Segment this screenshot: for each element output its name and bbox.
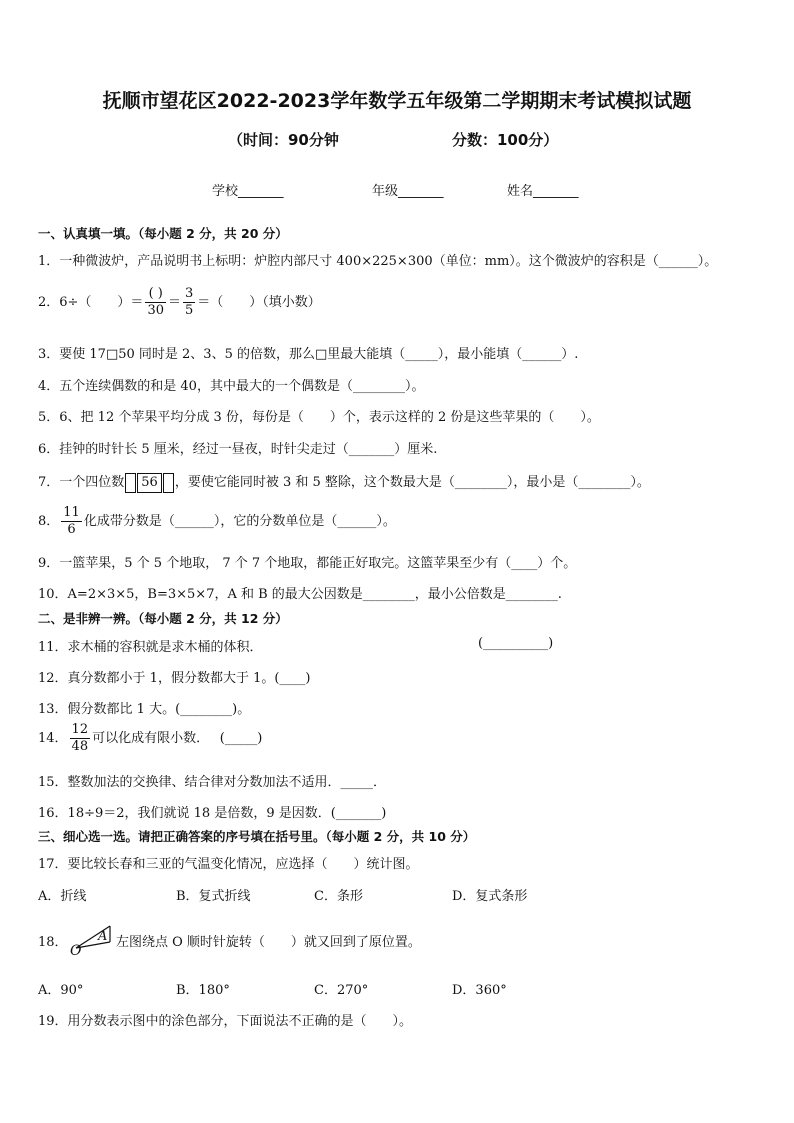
question-3: 3．要使 17□50 同时是 2、3、5 的倍数，那么□里最大能填（_____），最小能填（______）. [38,347,579,362]
fraction-numerator: 12 [71,722,89,737]
question-18-number: 18． [38,935,68,950]
exam-subtitle [0,129,794,151]
digit-56: 56 [137,473,162,493]
exam-score: 分数：100分） [452,131,559,149]
question-12: 12．真分数都小于 1，假分数都大于 1。(____) [38,671,311,686]
question-8-end: 化成带分数是（______），它的分数单位是（______）。 [83,514,396,529]
point-o-label: O [70,943,82,956]
fraction-denominator: 30 [147,303,164,318]
point-a-label: A [98,929,108,944]
option-c: C．270° [314,983,369,998]
option-a: A．折线 [38,889,87,904]
question-5: 5．6、把 12 个苹果平均分成 3 份，每份是（ ）个，表示这样的 2 份是这些苹果的（ ）。 [38,410,600,425]
question-9: 9．一篮苹果，5 个 5 个地取， 7 个 7 个地取，都能正好取完。这篮苹果至少有（____）个。 [38,556,577,571]
question-18-options [0,979,794,999]
question-11: 11．求木桶的容积就是求木桶的体积． [38,640,263,655]
question-2-start: 2．6÷（ ）＝ [38,295,144,310]
fraction-numerator: 11 [63,505,80,520]
question-16: 16．18÷9＝2，我们就说 18 是倍数，9 是因数．(_______) [38,806,387,821]
option-a: A．90° [38,983,84,998]
fraction-denominator: 5 [185,303,194,318]
question-14 [38,722,262,755]
question-13: 13．假分数都比 1 大。(________)。 [38,702,251,717]
digit-box [125,473,136,493]
question-7-start: 7．一个四位数 [38,475,125,490]
question-17: 17．要比较长春和三亚的气温变化情况，应选择（ ）统计图。 [38,857,419,872]
question-10: 10．A=2×3×5，B=3×5×7，A 和 B 的最大公因数是________，最小公倍数是________. [38,587,562,602]
question-14-end: 可以化成有限小数． (_____) [92,731,263,746]
question-6: 6．挂钟的时针长 5 厘米，经过一昼夜，时针尖走过（_______）厘米. [38,442,438,457]
fraction-blank-30 [145,286,166,319]
question-2-end: ＝（ ）（填小数） [197,295,321,310]
question-2 [38,286,321,319]
equals-sign: ＝ [167,295,181,310]
fraction-denominator: 6 [67,522,76,537]
rotation-figure [68,922,116,956]
digit-box [163,473,174,493]
fraction-numerator: ( ) [145,286,166,303]
fraction-12-48 [70,722,91,755]
question-14-start: 14． [38,731,68,746]
option-d: D．360° [452,983,507,998]
question-17-options [0,885,794,905]
name-field: 姓名_______ [507,184,579,199]
fraction-3-5 [183,286,195,319]
option-b: B．复式折线 [176,889,251,904]
question-7 [38,471,650,493]
section-heading: 二、是非辨一辨。（每小题 2 分，共 12 分） [38,611,288,626]
option-b: B．180° [176,983,230,998]
question-1: 1．一种微波炉，产品说明书上标明：炉腔内部尺寸 400×225×300（单位：mm）。这个微波炉的容积是（______）。 [38,254,718,269]
exam-time: （时间：90分钟 [228,131,339,149]
question-7-end: ，要使它能同时被 3 和 5 整除，这个数最大是（________），最小是（________）。 [174,475,650,490]
question-11-blank: (__________) [478,636,554,651]
fraction-11-6 [61,505,82,538]
question-18: 左图绕点 O 顺时针旋转（ ）就又回到了原位置。 [116,935,421,950]
question-19: 19．用分数表示图中的涂色部分，下面说法不正确的是（ ）。 [38,1014,413,1029]
fraction-numerator: 3 [185,286,194,301]
student-info [0,180,794,200]
grade-field: 年级_______ [372,184,444,199]
question-8 [38,505,396,538]
question-15: 15．整数加法的交换律、结合律对分数加法不适用．_____． [38,775,387,790]
fraction-denominator: 48 [71,739,89,754]
section-heading: 一、认真填一填。（每小题 2 分，共 20 分） [38,226,288,241]
school-field: 学校_______ [212,184,284,199]
page-title: 抚顺市望花区2022-2023学年数学五年级第二学期期末考试模拟试题 [102,90,692,112]
question-8-start: 8． [38,514,60,529]
option-d: D．复式条形 [452,889,528,904]
option-c: C．条形 [314,889,363,904]
section-heading: 三、细心选一选。请把正确答案的序号填在括号里。（每小题 2 分，共 10 分） [38,829,476,844]
question-4: 4．五个连续偶数的和是 40，其中最大的一个偶数是（________）。 [38,379,425,394]
